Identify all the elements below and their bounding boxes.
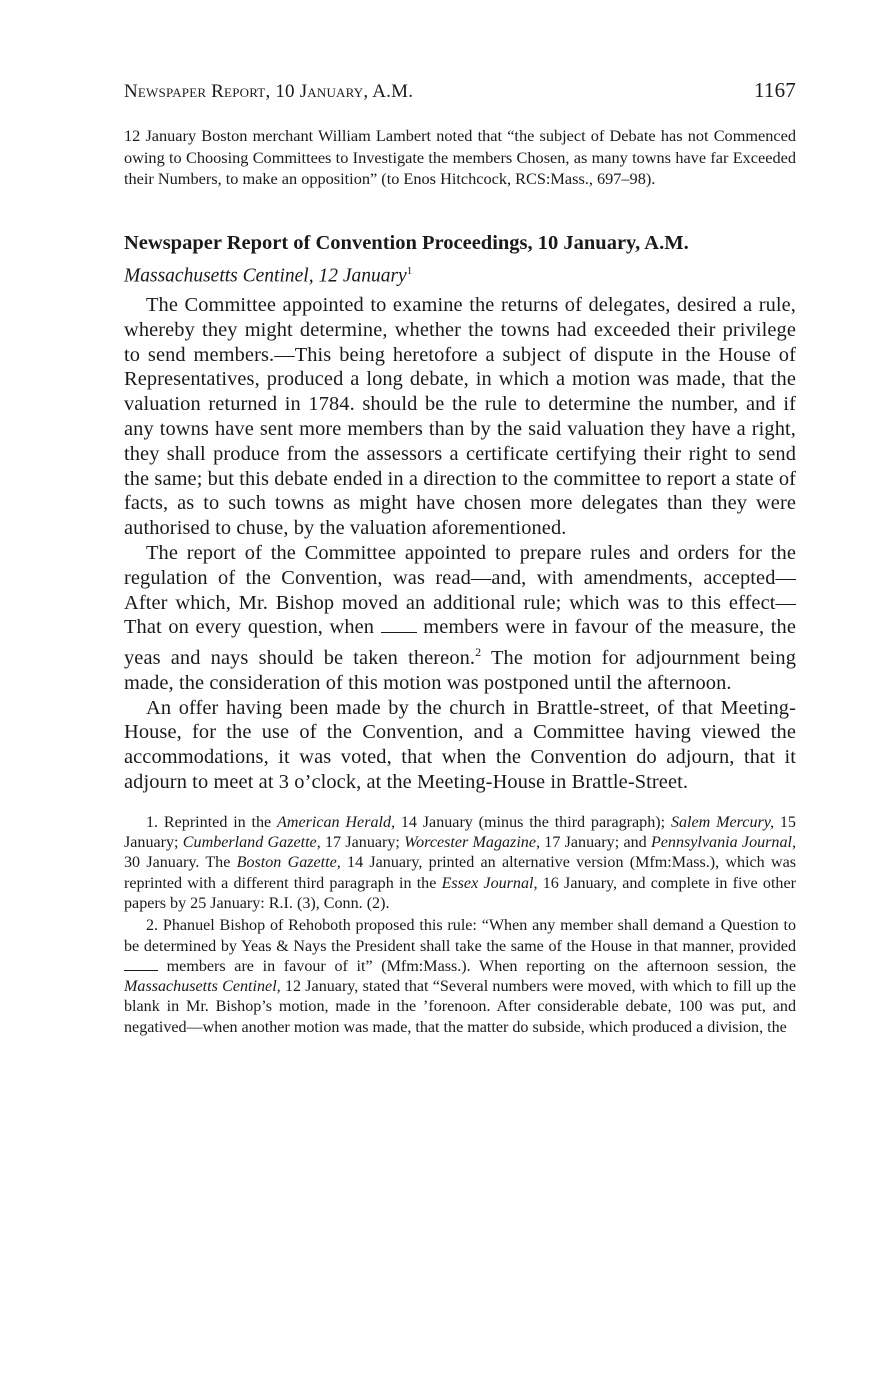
note-text: members are in favour of it” (Mfm:Mass.). When reporting on the afternoon session, the	[158, 957, 796, 975]
continued-paragraph: 12 January Boston merchant William Lambert noted that “the subject of Debate has not Commenced owing to Choosing Committees to Investigate the members Chosen, as many towns have far Exceeded their Numbers, to make an opposition” (to Enos Hitchcock, RCS:Mass., 697–98).	[124, 126, 796, 188]
footnote-ref-1: 1	[406, 264, 413, 277]
footnotes	[124, 813, 796, 1038]
note-text: 14 January, printed an alternative version (Mfm:Mass.), which was reprinted with a different third paragraph in the	[124, 854, 797, 892]
body-paragraph-3: An offer having been made by the church in Brattle-street, of that Meeting-House, for the use of the Convention, and a Committee having viewed the accommodations, it was voted, that when the Convention do adjourn, that it adjourn to meet at 3 o’clock, at the Meeting-House in Brattle-Street.	[124, 696, 796, 793]
footnote-ref-2: 2	[475, 645, 482, 660]
body-paragraph-1: The Committee appointed to examine the returns of delegates, desired a rule, whereby they might determine, whether the towns had exceeded their privilege to send members.—This being heretofore a subject of dispute in the House of Representatives, produced a long debate, in which a motion was made, that the valuation returned in 1784. should be the rule to determine the number, and if any towns have sent more members than by the said valuation they have a right, they shall produce from the assessors a certificate certifying their right to send the same; but this debate ended in a direction to the committee to report a state of facts, as to such towns as might have chosen more delegates than they were authorised to chuse, by the valuation aforementioned.	[124, 294, 797, 540]
running-head-title: Newspaper Report, 10 January, A.M.	[124, 81, 414, 102]
body-paragraph-2-part-b: members were in favour of the measure, the yeas and nays should be taken thereon.	[124, 616, 796, 669]
note-text: 15 January;	[124, 813, 796, 852]
page	[124, 78, 796, 1040]
body-paragraph-2-part-a: The report of the Committee appointed to prepare rules and orders for the regulation of the Convention, was read—and, with amendments, accepted—After which, Mr. Bishop moved an additional rule; which was to this effect—That on every question, when	[124, 541, 796, 639]
note-text: 2. Phanuel Bishop of Rehoboth proposed this rule: “When any member shall demand a Question to be determined by Yeas & Nays the President shall take the same of the House in that manner, provided	[124, 917, 796, 955]
newspaper-title: Boston Gazette,	[236, 854, 341, 872]
report-body	[124, 293, 796, 795]
newspaper-title: Massachusetts Centinel,	[124, 978, 281, 996]
body-paragraph-2-part-c: The motion for adjournment being made, the consideration of this motion was postponed until the afternoon.	[124, 646, 796, 694]
note-text: 17 January;	[320, 834, 405, 852]
blank-line	[381, 618, 417, 633]
source-title: Massachusetts Centinel, 12 January	[124, 265, 407, 286]
newspaper-title: Essex Journal,	[441, 874, 538, 892]
newspaper-title: Salem Mercury,	[670, 813, 775, 831]
newspaper-title: Worcester Magazine,	[404, 834, 541, 852]
section-heading: Newspaper Report of Convention Proceedings, 10 January, A.M.	[124, 231, 689, 254]
page-number: 1167	[753, 78, 796, 102]
footnote-1	[124, 813, 796, 914]
footnote-2	[124, 916, 796, 1038]
note-text: 16 January, and complete in five other papers by 25 January: R.I. (3), Conn. (2).	[124, 874, 796, 912]
newspaper-title: Cumberland Gazette,	[182, 834, 321, 852]
note-text: 14 January (minus the third paragraph);	[395, 813, 671, 831]
running-head	[124, 78, 796, 103]
newspaper-title: American Herald,	[277, 813, 396, 831]
source-line	[124, 265, 796, 288]
newspaper-title: Pennsylvania Journal,	[650, 834, 797, 852]
note-text: 1. Reprinted in the	[146, 813, 278, 831]
note-text: 12 January, stated that “Several numbers were moved, with which to fill up the blank in Mr. Bishop’s motion, made in the ’forenoon. After considerable debate, 100 was put, and negatived—when another motion was made, that the matter do subside, which produced a division, the	[124, 978, 796, 1036]
note-text: 17 January; and	[540, 834, 651, 852]
body-paragraph-2	[124, 541, 796, 696]
blank-line	[124, 959, 158, 971]
note-text: 30 January. The	[124, 854, 237, 872]
